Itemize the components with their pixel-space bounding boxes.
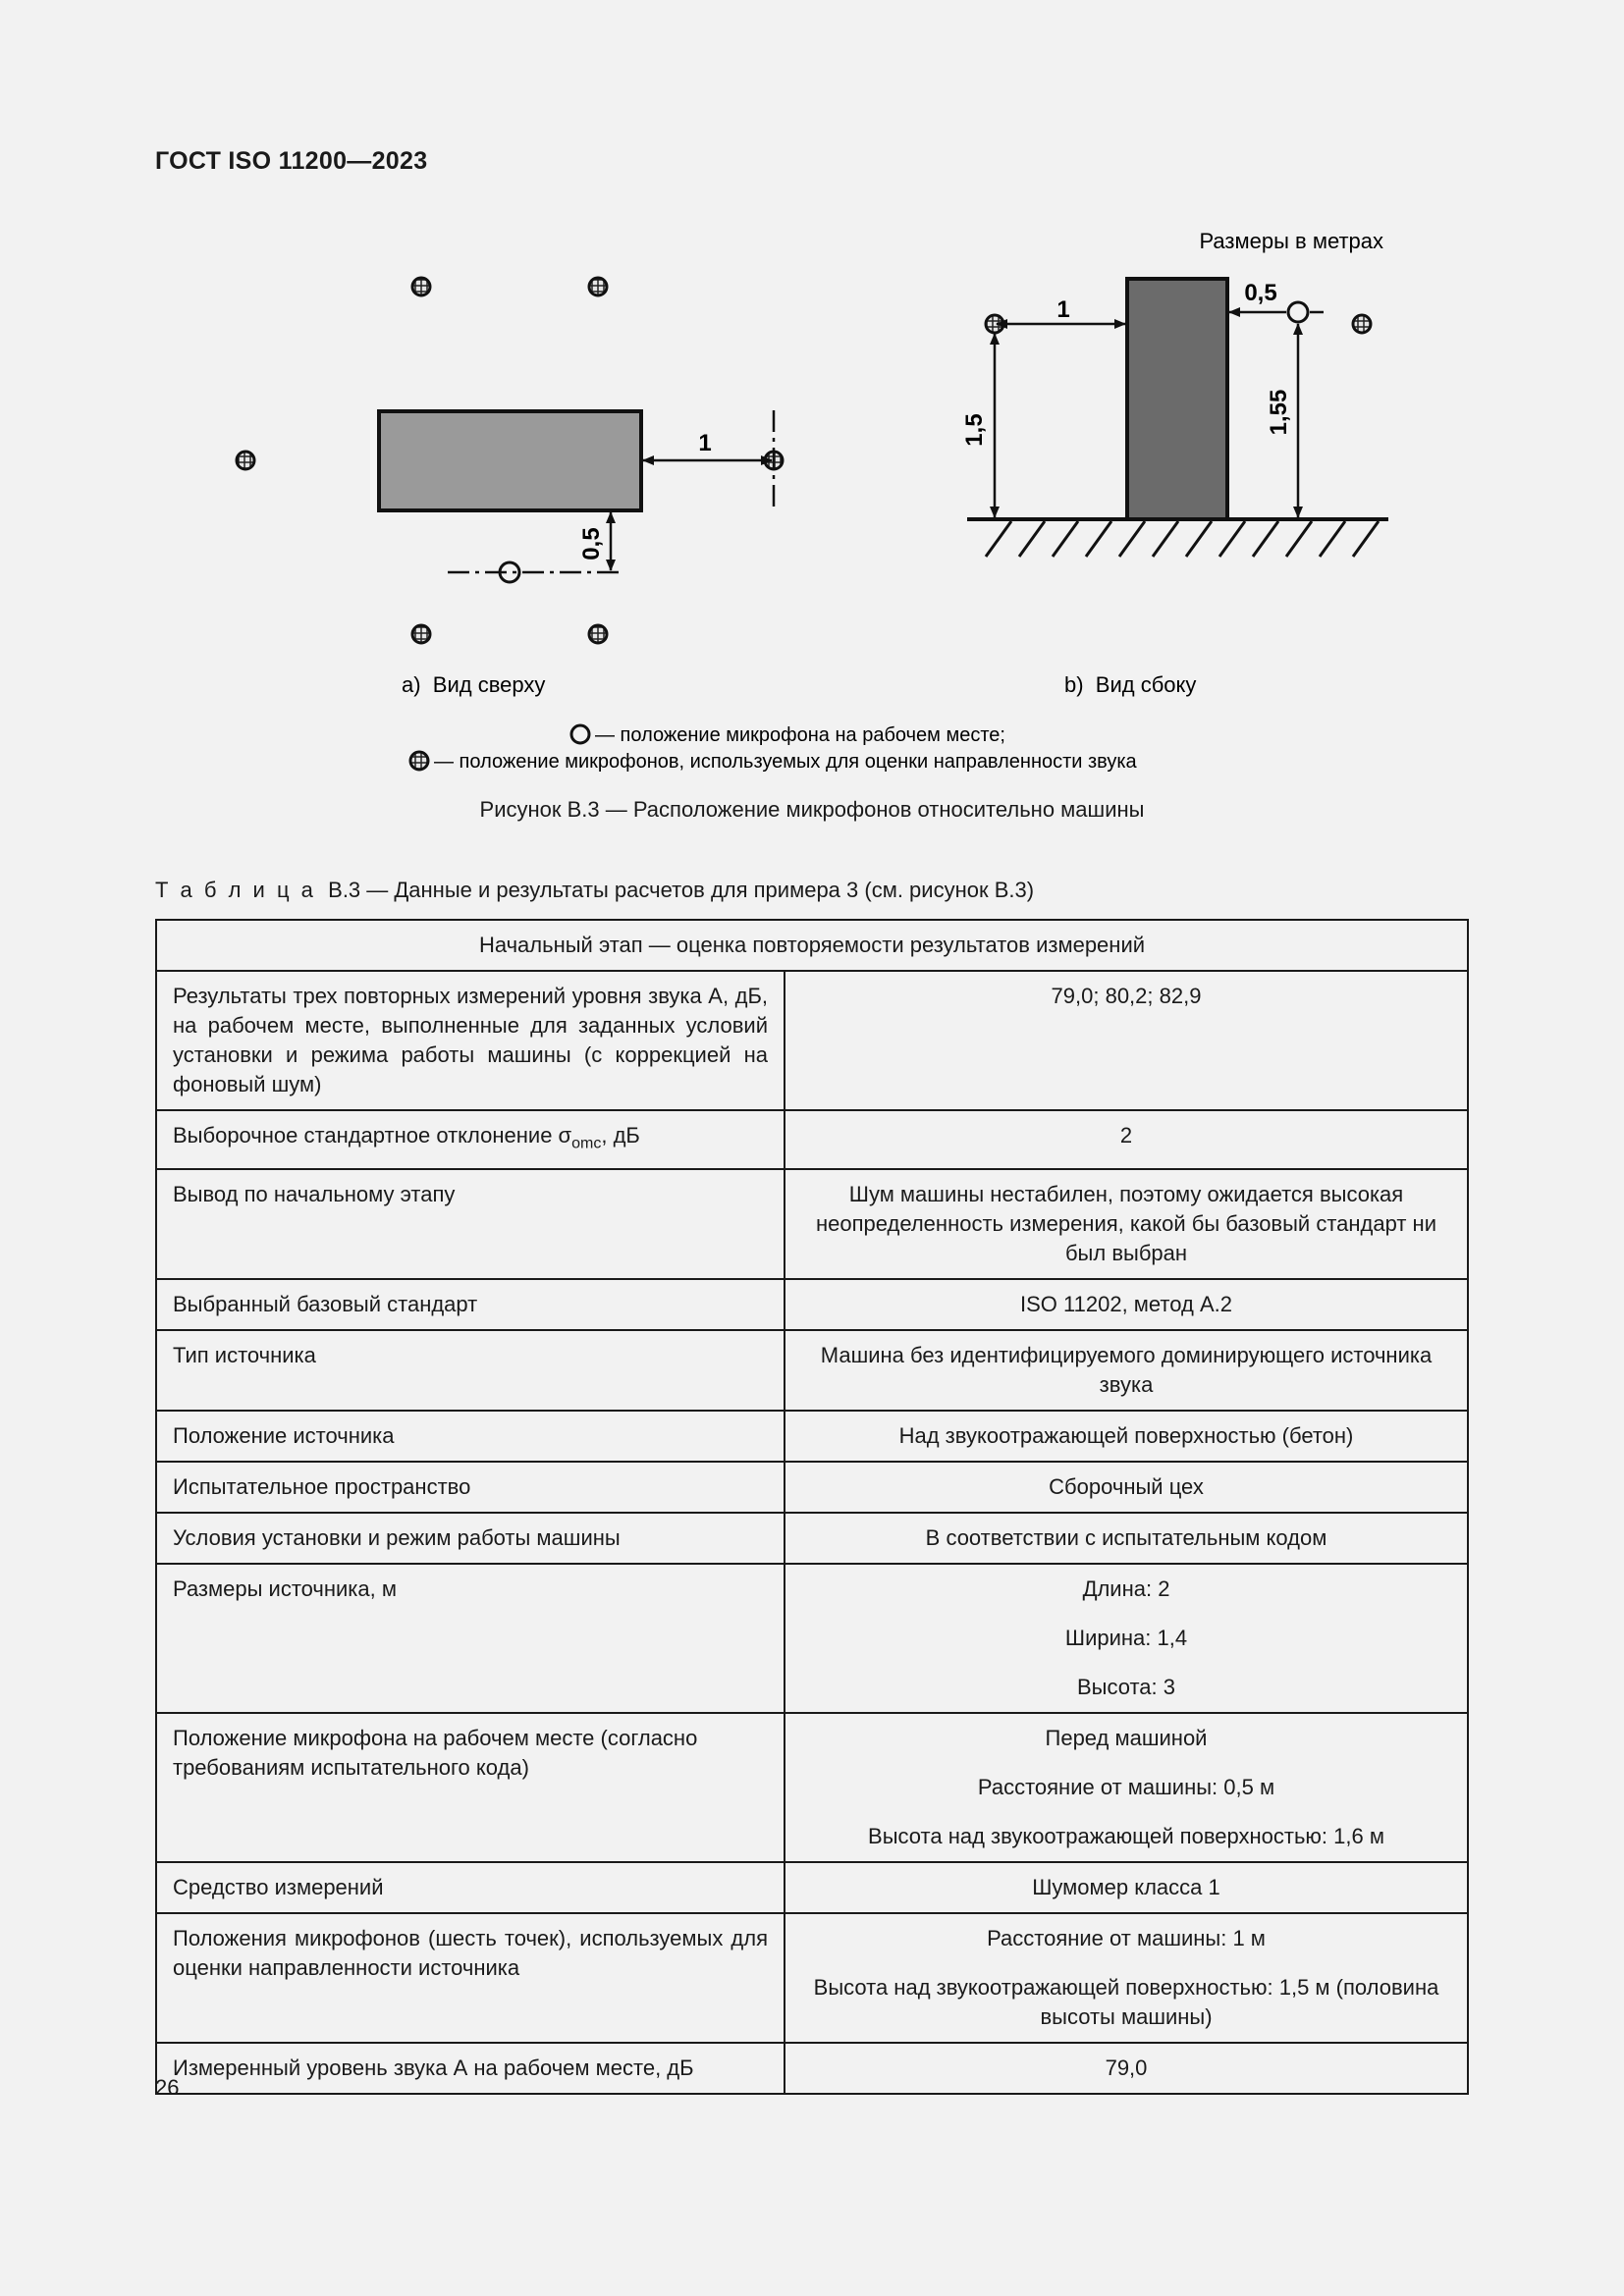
row-value: 2	[785, 1110, 1468, 1169]
table-row	[156, 1462, 1468, 1513]
row-label: Выбранный базовый стандарт	[156, 1279, 785, 1330]
dim-side-left-h: 1	[1056, 296, 1070, 323]
legend-workstation-microphone-icon	[571, 725, 589, 743]
legend-workstation: — положение микрофона на рабочем месте;	[595, 724, 1005, 746]
row-label: Положение источника	[156, 1411, 785, 1462]
dim-side-right-v: 1,55	[1266, 389, 1292, 436]
table-header-row	[156, 920, 1468, 971]
table-row	[156, 1279, 1468, 1330]
page-number: 26	[155, 2075, 180, 2100]
top-view	[237, 278, 783, 643]
table-row	[156, 1330, 1468, 1411]
row-label: Условия установки и режим работы машины	[156, 1513, 785, 1564]
table-row	[156, 1110, 1468, 1169]
directivity-microphone-icon	[589, 278, 607, 295]
workstation-microphone-icon	[1288, 302, 1308, 322]
row-value: Шум машины нестабилен, поэтому ожидается высокая неопределенность измерения, какой бы базовый стандарт ни был выбран	[785, 1169, 1468, 1279]
units-note: Размеры в метрах	[1199, 229, 1383, 253]
row-value: Шумомер класса 1	[785, 1862, 1468, 1913]
row-label: Размеры источника, м	[156, 1564, 785, 1713]
row-label: Положение микрофона на рабочем месте (согласно требованиям испытательного кода)	[156, 1713, 785, 1862]
figure-caption: Рисунок B.3 — Расположение микрофонов относительно машины	[479, 797, 1145, 822]
table-header-cell: Начальный этап — оценка повторяемости результатов измерений	[156, 920, 1468, 971]
legend-directivity-microphone-icon	[410, 752, 428, 770]
table-title	[155, 878, 1034, 903]
row-value: Машина без идентифицируемого доминирующего источника звука	[785, 1330, 1468, 1411]
top-view-caption: a) Вид сверху	[402, 672, 546, 697]
row-label: Средство измерений	[156, 1862, 785, 1913]
machine-top-view	[379, 411, 641, 510]
table-row	[156, 1564, 1468, 1713]
row-value: В соответствии с испытательным кодом	[785, 1513, 1468, 1564]
side-view-caption: b) Вид сбоку	[1064, 672, 1197, 697]
row-value: ISO 11202, метод А.2	[785, 1279, 1468, 1330]
dim-top-below: 0,5	[578, 527, 605, 561]
row-label: Вывод по начальному этапу	[156, 1169, 785, 1279]
row-label: Результаты трех повторных измерений уровня звука А, дБ, на рабочем месте, выполненные для заданных условий установки и режима работы машины (с коррекцией на фоновый шум)	[156, 971, 785, 1110]
row-value: Перед машиной Расстояние от машины: 0,5 м Высота над звукоотражающей поверхностью: 1,6 м	[785, 1713, 1468, 1862]
table-title-prefix: Т а б л и ц а	[155, 878, 316, 902]
table-row	[156, 1713, 1468, 1862]
row-value: Сборочный цех	[785, 1462, 1468, 1513]
row-label: Испытательное пространство	[156, 1462, 785, 1513]
table-row	[156, 1913, 1468, 2043]
figure-b3	[0, 0, 1624, 888]
dim-side-right-h: 0,5	[1244, 280, 1277, 306]
row-value: Длина: 2 Ширина: 1,4 Высота: 3	[785, 1564, 1468, 1713]
directivity-microphone-icon	[1353, 315, 1371, 333]
dim-side-left-v: 1,5	[961, 413, 988, 447]
row-value: Над звукоотражающей поверхностью (бетон)	[785, 1411, 1468, 1462]
row-value: 79,0; 80,2; 82,9	[785, 971, 1468, 1110]
row-value: Расстояние от машины: 1 м Высота над звукоотражающей поверхностью: 1,5 м (половина высоты машины)	[785, 1913, 1468, 2043]
row-label: Выборочное стандартное отклонение $\sigma_{omc}$, дБ	[156, 1110, 785, 1169]
table-row	[156, 1411, 1468, 1462]
row-label: Тип источника	[156, 1330, 785, 1411]
table-row	[156, 1862, 1468, 1913]
data-table	[155, 919, 1469, 2095]
document-title: ГОСТ ISO 11200—2023	[155, 147, 428, 175]
table-row	[156, 971, 1468, 1110]
side-view	[961, 229, 1388, 557]
table-row	[156, 2043, 1468, 2094]
directivity-microphone-icon	[589, 625, 607, 643]
table-row	[156, 1169, 1468, 1279]
directivity-microphone-icon	[412, 278, 430, 295]
legend-directivity: — положение микрофонов, используемых для оценки направленности звука	[434, 751, 1137, 773]
table-title-text: B.3 — Данные и результаты расчетов для примера 3 (см. рисунок B.3)	[315, 878, 1035, 902]
directivity-microphone-icon	[237, 452, 254, 469]
dim-top-right: 1	[698, 430, 712, 456]
floor-hatching	[986, 521, 1379, 557]
directivity-microphone-icon	[412, 625, 430, 643]
table-row	[156, 1513, 1468, 1564]
row-value: 79,0	[785, 2043, 1468, 2094]
machine-side-view	[1127, 279, 1227, 519]
row-label: Измеренный уровень звука А на рабочем месте, дБ	[156, 2043, 785, 2094]
row-label: Положения микрофонов (шесть точек), используемых для оценки направленности источника	[156, 1913, 785, 2043]
